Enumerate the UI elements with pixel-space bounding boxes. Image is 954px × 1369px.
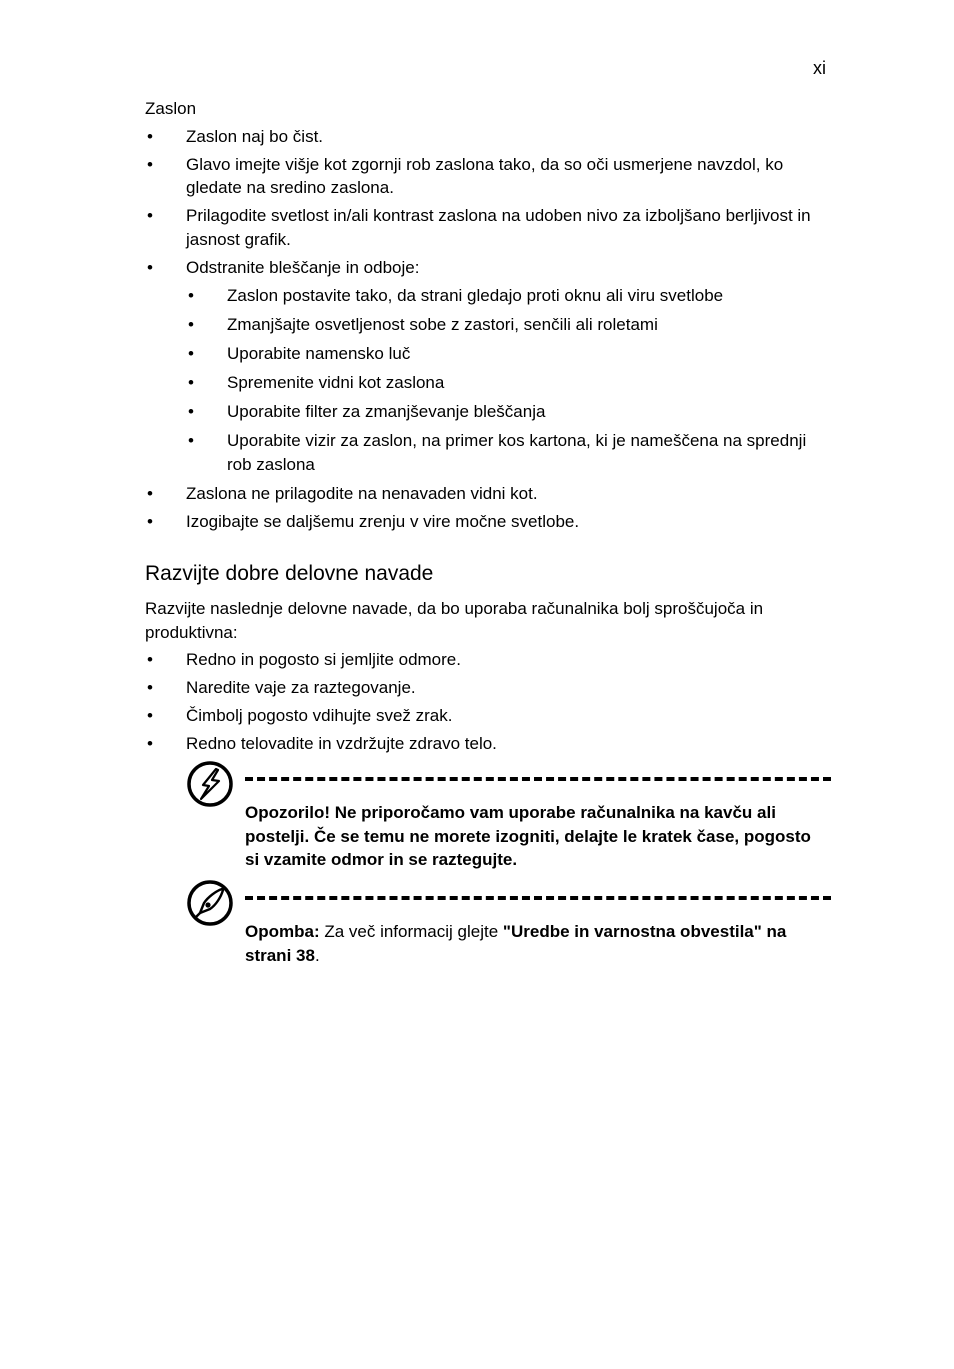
list-item: • Prilagodite svetlost in/ali kontrast zaslona na udoben nivo za izboljšano berljivost in jasnost grafik.: [145, 204, 835, 251]
bullet-icon: •: [147, 483, 153, 503]
page-number: xi: [813, 58, 826, 78]
list-item: • Redno telovadite in vzdržujte zdravo telo.: [145, 732, 835, 756]
note-text: Opomba: Za več informacij glejte "Uredbe in varnostna obvestila" na strani 38.: [245, 922, 787, 965]
warning-text: Opozorilo! Ne priporočamo vam uporabe računalnika na kavču ali postelji. Če se temu ne morete izogniti, delajte le kratek čase, pogosto si vzamite odmor in se raztegujte.: [245, 803, 811, 869]
lightning-warning-icon: [186, 760, 234, 808]
bullet-icon: •: [188, 431, 194, 450]
bullet-icon: •: [147, 257, 153, 277]
sub-list-item: • Uporabite filter za zmanjševanje bleščanja: [186, 400, 835, 424]
bullet-icon: •: [147, 126, 153, 146]
main-content: [145, 97, 835, 760]
section-label: Zaslon: [145, 99, 197, 118]
list-item: • Izogibajte se daljšemu zrenju v vire močne svetlobe.: [145, 510, 835, 534]
note-reference: "Uredbe in varnostna obvestila" na strani 38: [245, 922, 787, 965]
sub-list-item: • Uporabite vizir za zaslon, na primer kos kartona, ki je nameščena na sprednji rob zaslona: [186, 429, 835, 476]
bullet-icon: •: [188, 373, 194, 392]
section-heading: Razvijte dobre delovne navade: [145, 562, 434, 585]
dashed-divider: [245, 777, 831, 781]
sub-list-item: • Zaslon postavite tako, da strani gledajo proti oknu ali viru svetlobe: [186, 284, 835, 308]
display-tips-list: [145, 125, 835, 534]
bullet-icon: •: [147, 678, 153, 697]
note-label: Opomba:: [245, 922, 320, 941]
bullet-icon: •: [147, 734, 153, 753]
bullet-icon: •: [147, 154, 153, 174]
sub-list-item: • Zmanjšajte osvetljenost sobe z zastori, senčili ali roletami: [186, 313, 835, 337]
bullet-icon: •: [147, 706, 153, 725]
sub-list-item: • Uporabite namensko luč: [186, 342, 835, 366]
bullet-icon: •: [188, 315, 194, 334]
list-item: • Glavo imejte višje kot zgornji rob zaslona tako, da so oči usmerjene navzdol, ko gledate na sredino zaslona.: [145, 153, 835, 200]
bullet-icon: •: [188, 402, 194, 421]
list-item: • Redno in pogosto si jemljite odmore.: [145, 648, 835, 672]
bullet-icon: •: [188, 286, 194, 305]
bullet-icon: •: [147, 511, 153, 531]
intro-paragraph: Razvijte naslednje delovne navade, da bo uporaba računalnika bolj sproščujoča in produktivna:: [145, 599, 764, 642]
glare-tips-sublist: [186, 284, 835, 476]
list-item: • Čimbolj pogosto vdihujte svež zrak.: [145, 704, 835, 728]
bullet-icon: •: [147, 206, 153, 225]
sub-list-item: • Spremenite vidni kot zaslona: [186, 371, 835, 395]
dashed-divider: [245, 896, 831, 900]
work-habits-list: [145, 648, 835, 756]
list-item: • Zaslon naj bo čist.: [145, 125, 835, 149]
bullet-icon: •: [147, 650, 153, 669]
bullet-icon: •: [188, 344, 194, 363]
list-item: • Odstranite bleščanje in odboje: • Zaslon postavite tako, da strani gledajo proti oknu ali viru svetlobe • Zmanjšajte osvetljenost sobe z zastori, senčili ali roletami • Uporabite namensko luč • Spremenite vidni kot zaslona • Uporabite filter za zmanjševanje bleščanja • Uporabite vizir za zaslon, na primer kos kartona, ki je nameščena na sprednji rob zaslona: [145, 256, 835, 477]
list-item: • Zaslona ne prilagodite na nenavaden vidni kot.: [145, 482, 835, 506]
pen-note-icon: [186, 879, 234, 927]
list-item: • Naredite vaje za raztegovanje.: [145, 676, 835, 700]
